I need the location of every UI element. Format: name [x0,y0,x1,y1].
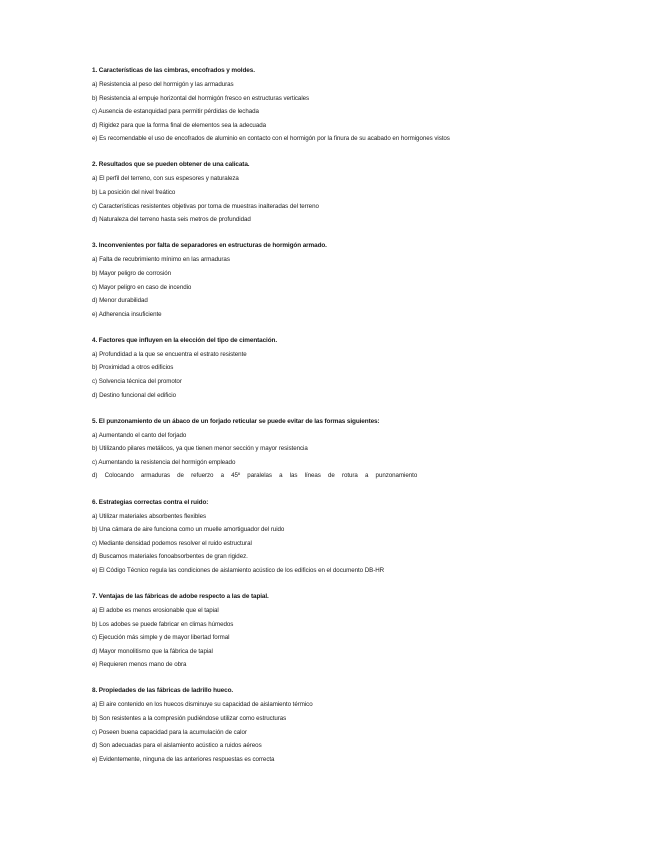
answer-option: a) Utilizar materiales absorbentes flexibles [92,512,207,520]
question-title: 3. Inconvenientes por falta de separadores en estructuras de hormigón armado. [92,242,327,250]
answer-option: d) Naturaleza del terreno hasta seis metros de profundidad [92,216,251,224]
question-title: 2. Resultados que se pueden obtener de una calicata. [92,161,250,169]
question-1 [92,66,562,146]
answer-option: a) Profundidad a la que se encuentra el estrato resistente [92,350,247,358]
answer-option: d) Destino funcional del edificio [92,391,176,399]
answer-option: b) La posición del nivel freático [92,189,176,197]
answer-option: a) Falta de recubrimiento mínimo en las armaduras [92,256,230,264]
answer-option: d) Mayor monolitismo que la fábrica de tapial [92,647,213,655]
question-3 [92,241,562,321]
answer-option: d) Rigidez para que la forma final de elementos sea la adecuada [92,121,266,129]
answer-option: a) El perfil del terreno, con sus espesores y naturaleza [92,175,239,183]
answer-option: e) El Código Técnico regula las condiciones de aislamiento acústico de los edificios en el documento DB-HR [92,566,385,574]
answer-option: e) Adherencia insuficiente [92,310,162,318]
answer-option: c) Aumentando la resistencia del hormigón empleado [92,458,236,466]
answer-option: c) Características resistentes objetivas por toma de muestras inalteradas del terreno [92,202,319,210]
answer-option: c) Mediante densidad podemos resolver el ruido estructural [92,539,252,547]
answer-option: b) Resistencia al empuje horizontal del hormigón fresco en estructuras verticales [92,94,310,102]
answer-option: c) Ejecución más simple y de mayor libertad formal [92,634,230,642]
answer-option: b) Proximidad a otros edificios [92,364,174,372]
answer-option: e) Requieren menos mano de obra [92,661,187,669]
answer-option: c) Ausencia de estanquidad para permitir pérdidas de lechada [92,108,259,116]
answer-option: b) Utilizando pilares metálicos, ya que tienen menor sección y mayor resistencia [92,445,308,453]
question-title: 1. Características de las cimbras, encofrados y moldes. [92,67,255,74]
answer-option: d) Menor durabilidad [92,297,148,305]
answer-option: d) Buscamos materiales fonoabsorbentes de gran rigidez. [92,553,248,561]
question-title: 4. Factores que influyen en la elección del tipo de cimentación. [92,336,278,344]
question-4 [92,336,562,402]
question-6 [92,498,562,578]
answer-option: a) El aire contenido en los huecos disminuye su capacidad de aislamiento térmico [92,701,313,709]
question-5 [92,417,562,483]
question-title: 8. Propiedades de las fábricas de ladrillo hueco. [92,687,234,695]
answer-option: b) Los adobes se puede fabricar en climas húmedos [92,620,234,628]
answer-option: c) Solvencia técnica del promotor [92,378,182,385]
answer-option: e) Evidentemente, ninguna de las anteriores respuestas es correcta [92,755,275,763]
answer-option: b) Son resistentes a la compresión pudiéndose utilizar como estructuras [92,715,287,722]
answer-option: a) Resistencia al peso del hormigón y las armaduras [92,81,234,88]
answer-option: e) Es recomendable el uso de encofrados de aluminio en contacto con el hormigón por la finura de su acabado en hormigones vistos [92,135,450,143]
answer-option: b) Una cámara de aire funciona como un muelle amortiguador del ruido [92,526,285,534]
answer-option: c) Mayor peligro en caso de incendio [92,283,192,291]
question-2 [92,160,562,226]
question-title: 6. Estrategias correctas contra el ruido: [92,498,209,506]
question-title: 5. El punzonamiento de un ábaco de un forjado reticular se puede evitar de las formas siguientes: [92,417,380,425]
exam-document [92,66,562,781]
answer-option: b) Mayor peligro de corrosión [92,269,172,277]
answer-option: d) Colocando armaduras de refuerzo a 45º paralelas a las líneas de rotura a punzonamiento [92,472,418,480]
answer-option: a) Aumentando el canto del forjado [92,431,187,439]
question-title: 7. Ventajas de las fábricas de adobe respecto a las de tapial. [92,592,269,600]
answer-option: d) Son adecuadas para el aislamiento acústico a ruidos aéreos [92,742,262,750]
answer-option: a) El adobe es menos erosionable que el tapial [92,606,219,614]
answer-option: c) Poseen buena capacidad para la acumulación de calor [92,728,247,736]
question-8 [92,686,562,766]
question-7 [92,592,562,672]
